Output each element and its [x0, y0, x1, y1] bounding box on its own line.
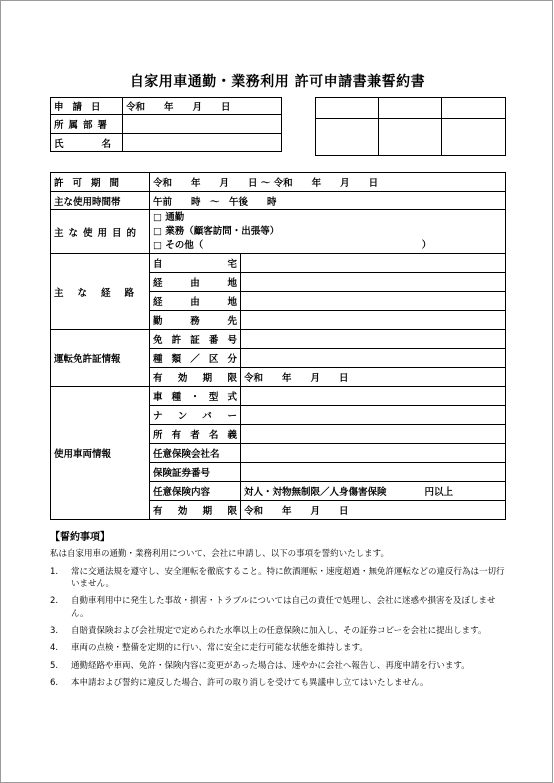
stamp-header-cell	[379, 98, 442, 119]
document-title: 自家用車通勤・業務利用 許可申請書兼誓約書	[129, 74, 426, 90]
route-via-field[interactable]	[241, 292, 506, 311]
pledge-item-text: 自動車利用中に発生した事故・損害・トラブルについては自己の責任で処理し、会社に迷惑や損害を及ぼしません。	[71, 596, 496, 619]
pledge-item	[50, 660, 510, 672]
pledge-item-text: 常に交通法規を遵守し、安全運転を徹底すること。特に飲酒運転・速度超過・無免許運転などの違反行為は一切行いません。	[71, 566, 505, 590]
pledge-item	[50, 642, 510, 654]
dept-field[interactable]	[123, 115, 282, 134]
stamp-cell[interactable]	[316, 119, 379, 156]
stamp-cell[interactable]	[379, 119, 442, 156]
hours-label: 主な使用時間帯	[51, 192, 150, 210]
purpose-option-commute[interactable]: □ 通勤	[153, 211, 185, 223]
pledge-item-number: 2.	[50, 596, 59, 607]
route-label: 主な経路	[51, 254, 150, 330]
route-office-label: 勤務先	[150, 311, 241, 330]
pledge-item-number: 3.	[50, 626, 59, 637]
coverage-field[interactable]: 対人・対物無制限／人身傷害保険 円以上	[241, 482, 506, 501]
pledge-section	[50, 531, 510, 694]
pledge-item-text: 通勤経路や車両、免許・保険内容に変更があった場合は、速やかに会社へ報告し、再度申請を行います。	[71, 660, 470, 671]
insurance-expiry-label: 有効期限	[150, 501, 241, 520]
pledge-list	[50, 566, 510, 690]
coverage-label: 任意保険内容	[150, 482, 241, 501]
insurer-field[interactable]	[241, 444, 506, 463]
vehicle-model-field[interactable]	[241, 387, 506, 406]
pledge-item-number: 1.	[50, 566, 59, 577]
approval-stamp-grid	[315, 97, 506, 156]
policy-number-field[interactable]	[241, 463, 506, 482]
pledge-heading: 【誓約事項】	[50, 532, 110, 543]
route-via-label: 経由地	[150, 273, 241, 292]
period-field[interactable]: 令和 年 月 日 ～ 令和 年 月 日	[150, 173, 506, 192]
purpose-options	[150, 210, 506, 254]
insurer-label: 任意保険会社名	[150, 444, 241, 463]
stamp-cell[interactable]	[442, 119, 506, 156]
pledge-item	[50, 595, 510, 620]
pledge-item	[50, 677, 510, 689]
license-number-field[interactable]	[241, 330, 506, 349]
route-home-field[interactable]	[241, 254, 506, 273]
route-via-label: 経由地	[150, 292, 241, 311]
pledge-intro: 私は自家用車の通勤・業務利用について、会社に申請し、以下の事項を誓約いたします。	[50, 548, 389, 559]
hours-field[interactable]: 午前 時 ～ 午後 時	[150, 192, 506, 210]
applicant-table	[50, 97, 282, 152]
dept-label: 所属部署	[51, 115, 123, 134]
purpose-label: 主な使用目的	[51, 210, 150, 254]
vehicle-plate-field[interactable]	[241, 406, 506, 425]
vehicle-owner-label: 所有者名義	[150, 425, 241, 444]
main-form-table	[50, 172, 506, 520]
route-home-label: 自宅	[150, 254, 241, 273]
purpose-option-business[interactable]: □ 業務（顧客訪問・出張等）	[153, 225, 280, 237]
vehicle-plate-label: ナンバー	[150, 406, 241, 425]
pledge-item-text: 車両の点検・整備を定期的に行い、常に安全に走行可能な状態を維持します。	[71, 643, 368, 654]
date-label: 申請日	[51, 98, 123, 115]
stamp-header-cell	[316, 98, 379, 119]
license-type-field[interactable]	[241, 349, 506, 368]
license-expiry-label: 有効期限	[150, 368, 241, 387]
date-field[interactable]: 令和 年 月 日	[123, 98, 282, 115]
insurance-expiry-field[interactable]: 令和 年 月 日	[241, 501, 506, 520]
pledge-item	[50, 566, 510, 591]
pledge-item-text: 本申請および誓約に違反した場合、許可の取り消しを受けても異議申し立てはいたしません。	[71, 678, 429, 688]
policy-number-label: 保険証券番号	[150, 463, 241, 482]
period-label: 許可期間	[51, 173, 150, 192]
pledge-item-text: 自賠責保険および会社規定で定められた水準以上の任意保険に加入し、その証券コピーを会社に提出します。	[71, 626, 487, 637]
vehicle-model-label: 車種・型式	[150, 387, 241, 406]
license-number-label: 免許証番号	[150, 330, 241, 349]
pledge-item	[50, 625, 510, 637]
license-label: 運転免許証情報	[51, 330, 150, 387]
license-type-label: 種類／区分	[150, 349, 241, 368]
pledge-item-number: 5.	[50, 660, 59, 671]
pledge-item-number: 6.	[50, 678, 59, 688]
vehicle-label: 使用車両情報	[51, 387, 150, 520]
purpose-option-other[interactable]: □ その他（ ）	[153, 239, 432, 251]
pledge-item-number: 4.	[50, 643, 59, 654]
license-expiry-field[interactable]: 令和 年 月 日	[241, 368, 506, 387]
route-via-field[interactable]	[241, 273, 506, 292]
name-label: 氏名	[51, 134, 123, 152]
vehicle-owner-field[interactable]	[241, 425, 506, 444]
stamp-header-cell	[442, 98, 506, 119]
route-office-field[interactable]	[241, 311, 506, 330]
